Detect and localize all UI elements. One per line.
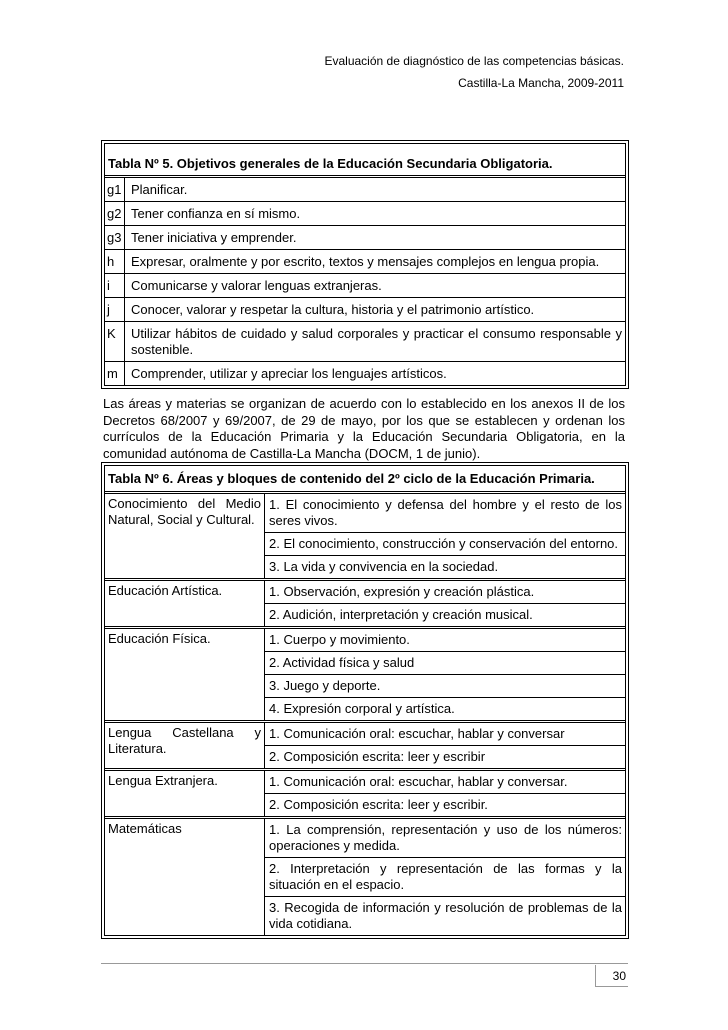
content-block: 2. Audición, interpretación y creación musical. [269,607,533,622]
area-name: Educación Física. [105,629,265,720]
objective-text: Planificar. [131,182,188,197]
content-block: 1. El conocimiento y defensa del hombre y el resto de los seres vivos. [265,494,625,533]
content-block: 3. La vida y convivencia en la sociedad. [269,559,499,574]
table-row [105,322,625,362]
table-row [105,202,625,226]
table-row [105,274,625,298]
objective-code: m [105,362,125,385]
table-row [105,298,625,322]
area-name: Lengua Extranjera. [105,771,265,816]
table-row [105,178,625,202]
area-blocks [265,771,625,816]
area-group [105,581,625,629]
objective-text: Utilizar hábitos de cuidado y salud corporales y practicar el consumo responsable y sostenible. [131,326,622,357]
page-number: 30 [595,965,628,987]
area-blocks [265,629,625,720]
content-block: 2. Composición escrita: leer y escribir. [269,797,488,812]
area-blocks [265,819,625,935]
area-name: Lengua Castellana y Literatura. [105,723,265,768]
content-block: 2. Interpretación y representación de las formas y la situación en el espacio. [265,858,625,897]
objective-code: g3 [105,226,125,249]
area-name: Educación Artística. [105,581,265,626]
content-block: 1. Observación, expresión y creación plástica. [265,581,625,604]
area-blocks [265,494,625,578]
table-6-title: Tabla Nº 6. Áreas y bloques de contenido del 2º ciclo de la Educación Primaria. [105,466,625,494]
area-blocks [265,581,625,626]
content-block: 3. Juego y deporte. [265,675,625,698]
content-block: 2. Composición escrita: leer y escribir [269,749,486,764]
area-group [105,771,625,819]
objective-code: h [105,250,125,273]
table-row [105,362,625,385]
content-block: 3. Recogida de información y resolución de problemas de la vida cotidiana. [269,900,622,931]
content-block: 1. Comunicación oral: escuchar, hablar y conversar [265,723,625,746]
area-group [105,723,625,771]
content-block: 2. Actividad física y salud [265,652,625,675]
content-block: 1. Cuerpo y movimiento. [265,629,625,652]
content-block: 2. El conocimiento, construcción y conservación del entorno. [265,533,625,556]
area-group [105,819,625,935]
objective-code: j [105,298,125,321]
table-row [105,226,625,250]
objective-text: Comunicarse y valorar lenguas extranjeras. [131,278,382,293]
area-name: Conocimiento del Medio Natural, Social y Cultural. [105,494,265,578]
area-blocks [265,723,625,768]
objective-text: Tener confianza en sí mismo. [131,206,301,221]
footer-divider [101,963,628,964]
area-name: Matemáticas [105,819,265,935]
table-6 [101,462,629,939]
area-group [105,629,625,723]
table-row [105,250,625,274]
table-5 [101,140,629,389]
objective-code: i [105,274,125,297]
content-block: 1. La comprensión, representación y uso de los números: operaciones y medida. [265,819,625,858]
page-header [324,50,624,94]
objective-text: Comprender, utilizar y apreciar los lenguajes artísticos. [131,366,447,381]
header-line-1: Evaluación de diagnóstico de las competencias básicas. [324,54,624,68]
objective-code: g1 [105,178,125,201]
table-5-title: Tabla Nº 5. Objetivos generales de la Educación Secundaria Obligatoria. [105,144,625,178]
objective-text: Expresar, oralmente y por escrito, textos y mensajes complejos en lengua propia. [131,254,600,269]
content-block: 1. Comunicación oral: escuchar, hablar y conversar. [265,771,625,794]
content-block: 4. Expresión corporal y artística. [269,701,455,716]
area-group [105,494,625,581]
body-paragraph: Las áreas y materias se organizan de acuerdo con lo establecido en los anexos II de los Decretos 68/2007 y 69/2007, de 29 de mayo, por los que se establecen y ordenan los currículos de la Educación Primaria y la Educación Secundaria Obligatoria, en la comunidad autónoma de Castilla-La Mancha (DOCM, 1 de junio). [103,396,625,461]
objective-text: Tener iniciativa y emprender. [131,230,297,245]
objective-text: Conocer, valorar y respetar la cultura, historia y el patrimonio artístico. [131,302,535,317]
objective-code: g2 [105,202,125,225]
header-line-2: Castilla-La Mancha, 2009-2011 [458,76,624,90]
objective-code: K [105,322,125,361]
